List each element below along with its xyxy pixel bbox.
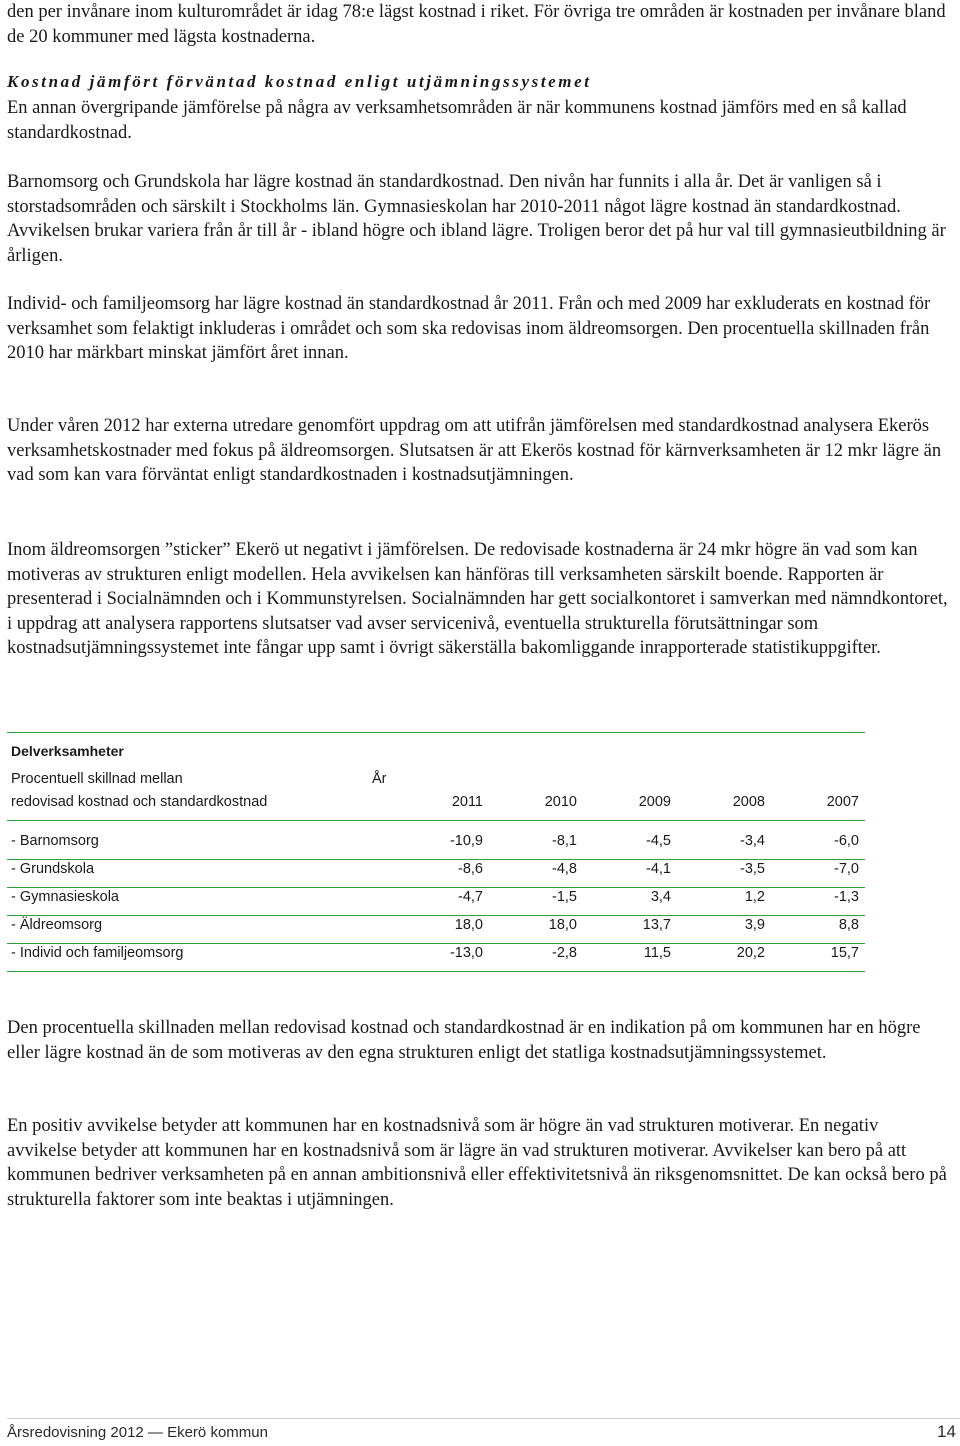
- table-cell: -13,0: [449, 945, 483, 961]
- table-cell: -8,1: [552, 833, 577, 849]
- paragraph-5: Inom äldreomsorgen ”sticker” Ekerö ut negativt i jämförelsen. De redovisade kostnaderna är 24 mkr högre än vad som kan motiveras av strukturen enligt modellen. Hela avvikelsen kan hänföras till verksamheten särskilt boende. Rapporten är presenterad i Socialnämnden och i Kommunstyrelsen. Socialnämnden har gett socialkontoret i samverkan med nämndkontoret, i uppdrag att analysera rapportens slutsatser vad avser servicenivå, eventuella strukturella förutsättningar som kostnadsutjämningssystemet inte fångar upp samt i övrigt säkerställa bakomliggande inrapporterade statistikuppgifter.: [7, 540, 948, 658]
- paragraph-6: Den procentuella skillnaden mellan redovisad kostnad och standardkostnad är en indikation på om kommunen har en högre eller lägre kostnad än de som motiveras av den egna strukturen enligt det statliga kostnadsutjämningssystemet.: [7, 1018, 921, 1063]
- table-cell: 20,2: [736, 945, 765, 961]
- table-year-2007: 2007: [826, 794, 859, 810]
- table-year-2011: 2011: [451, 794, 483, 810]
- table-row-rule: [7, 971, 865, 972]
- table-row-label: - Individ och familjeomsorg: [11, 945, 184, 961]
- table-top-rule: [7, 732, 865, 733]
- table-row-label: - Grundskola: [11, 861, 95, 877]
- table-header-line2: redovisad kostnad och standardkostnad: [11, 794, 268, 810]
- table-cell: 15,7: [830, 945, 859, 961]
- table-cell: -4,7: [458, 889, 483, 905]
- table-row-rule: [7, 943, 865, 944]
- table-year-label: År: [372, 771, 387, 787]
- table-header-rule: [7, 820, 865, 821]
- table-header-line1: Procentuell skillnad mellan: [11, 771, 183, 787]
- table-cell: 8,8: [838, 917, 859, 933]
- paragraph-2: Barnomsorg och Grundskola har lägre kostnad än standardkostnad. Den nivån har funnits i alla år. Det är vanligen så i storstadsområden och särskilt i Stockholms län. Gymnasieskolan har 2010-2011 något lägre kostnad än standardkostnad. Avvikelsen brukar variera från år till år - ibland högre och ibland lägre. Troligen beror det på hur val till gymnasieutbildning är årligen.: [7, 172, 946, 266]
- table-year-2010: 2010: [544, 794, 577, 810]
- footer-title: Årsredovisning 2012 — Ekerö kommun: [7, 1424, 268, 1441]
- table-cell: 18,0: [548, 917, 577, 933]
- table-year-2009: 2009: [638, 794, 671, 810]
- table-cell: -4,5: [646, 833, 671, 849]
- table-row-label: - Äldreomsorg: [11, 917, 103, 933]
- table-year-2008: 2008: [732, 794, 765, 810]
- table-cell: -6,0: [834, 833, 859, 849]
- paragraph-1: En annan övergripande jämförelse på några av verksamhetsområden är när kommunens kostnad jämförs med en så kallad standardkostnad.: [7, 98, 907, 143]
- table-cell: 13,7: [642, 917, 671, 933]
- table-cell: -10,9: [449, 833, 483, 849]
- table-cell: -2,8: [552, 945, 577, 961]
- paragraph-4: Under våren 2012 har externa utredare genomfört uppdrag om att utifrån jämförelsen med standardkostnad analysera Ekerös verksamhetskostnader med fokus på äldreomsorgen. Slutsatsen är att Ekerös kostnad för kärnverksamheten är 12 mkr lägre än vad som kan vara förväntat enligt standardkostnaden i kostnadsutjämningen.: [7, 416, 942, 485]
- table-row-rule: [7, 915, 865, 916]
- table-cell: -8,6: [458, 861, 483, 877]
- table-cell: 18,0: [454, 917, 483, 933]
- table-title: Delverksamheter: [11, 743, 124, 759]
- table-cell: 1,2: [744, 889, 765, 905]
- table-cell: 3,9: [744, 917, 765, 933]
- table-row-rule: [7, 859, 865, 860]
- footer-rule: [7, 1418, 960, 1419]
- table-cell: -1,5: [552, 889, 577, 905]
- table-cell: -3,4: [740, 833, 765, 849]
- table-cell: -7,0: [834, 861, 859, 877]
- paragraph-3: Individ- och familjeomsorg har lägre kostnad än standardkostnad år 2011. Från och med 2009 har exkluderats en kostnad för verksamhet som felaktigt inkluderas i området och som ska redovisas inom äldreomsorgen. Den procentuella skillnaden från 2010 har märkbart minskat jämfört året innan.: [7, 294, 931, 363]
- table-cell: -1,3: [834, 889, 859, 905]
- table-cell: -3,5: [740, 861, 765, 877]
- table-row-rule: [7, 887, 865, 888]
- table-row-label: - Barnomsorg: [11, 833, 99, 849]
- paragraph-7: En positiv avvikelse betyder att kommunen har en kostnadsnivå som är högre än vad strukturen motiverar. En negativ avvikelse betyder att kommunen har en kostnadsnivå som är lägre än vad strukturen motiverar. Avvikelser kan bero på att kommunen bedriver verksamheten på en annan ambitionsnivå eller effektivitetsnivå än riksgenomsnittet. De kan också bero på strukturella faktorer som inte beaktas i utjämningen.: [7, 1116, 947, 1210]
- page-number: 14: [937, 1422, 956, 1441]
- table-cell: 11,5: [643, 945, 671, 961]
- table-cell: 3,4: [650, 889, 671, 905]
- table-cell: -4,1: [646, 861, 671, 877]
- intro-paragraph: den per invånare inom kulturområdet är idag 78:e lägst kostnad i riket. För övriga tre områden är kostnaden per invånare bland de 20 kommuner med lägsta kostnaderna.: [7, 2, 946, 47]
- table-cell: -4,8: [552, 861, 577, 877]
- table-row-label: - Gymnasieskola: [11, 889, 119, 905]
- section-heading: Kostnad jämfört förväntad kostnad enligt utjämningssystemet: [7, 72, 592, 91]
